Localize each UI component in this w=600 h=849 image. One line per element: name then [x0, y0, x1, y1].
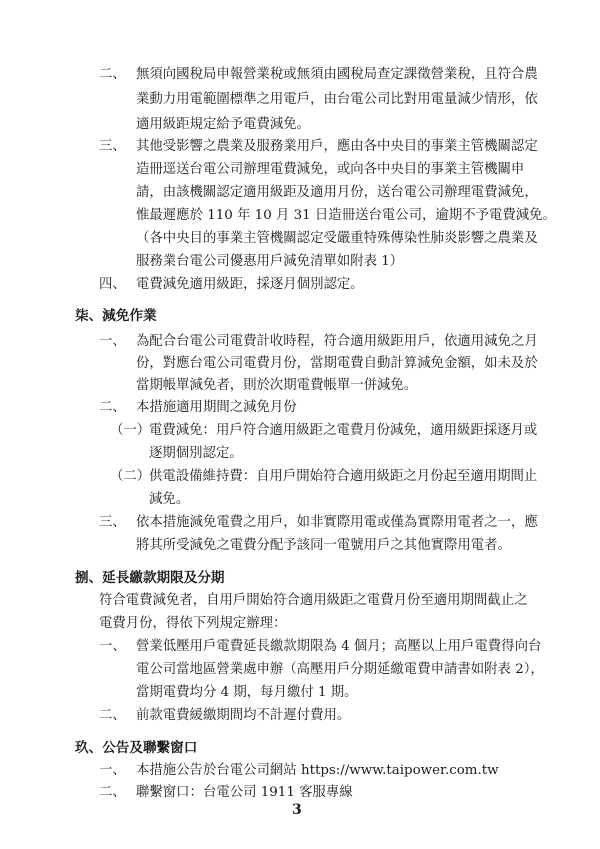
paragraph-line: 份，對應台電公司電費月份，當期電費自動計算減免金額，如未及於: [136, 356, 538, 371]
paragraph-line: 本措施適用期間之減免月份: [136, 400, 297, 415]
list-marker: 一、: [99, 763, 126, 778]
paragraph-line: 電公司當地區營業處申辦（高壓用戶分期延繳電費申請書如附表 2），: [136, 662, 544, 677]
list-marker: （二）: [110, 469, 151, 484]
paragraph-line: 本措施公告於台電公司網站 https://www.taipower.com.tw: [136, 763, 499, 778]
paragraph-line: 為配合台電公司電費計收時程，符合適用級距用戶，依適用減免之月: [136, 334, 538, 349]
paragraph-line: 請，由該機關認定適用級距及適用月份，送台電公司辦理電費減免，: [136, 185, 538, 200]
paragraph-line: 逐期個別認定。: [149, 446, 243, 461]
section-heading: 柒、減免作業: [75, 308, 157, 324]
paragraph-line: 造冊逕送台電公司辦理電費減免，或向各中央目的事業主管機關申: [136, 162, 525, 177]
paragraph-line: 供電設備維持費：自用戶開始符合適用級距之月份起至適用期間止: [149, 469, 538, 484]
list-marker: 四、: [99, 277, 126, 292]
paragraph-line: 其他受影響之農業及服務業用戶，應由各中央目的事業主管機關認定: [136, 139, 538, 154]
section-heading: 捌、延長繳款期限及分期: [75, 570, 225, 586]
paragraph-line: 適用級距規定給予電費減免。: [136, 117, 311, 132]
paragraph-line: 前款電費緩繳期間均不計遲付費用。: [136, 708, 351, 723]
list-marker: 一、: [99, 334, 126, 349]
paragraph-line: 符合電費減免者，自用戶開始符合適用級距之電費月份至適用期間截止之: [99, 593, 528, 608]
paragraph-line: 業動力用電範圍標準之用電戶，由台電公司比對用電量減少情形，依: [136, 92, 538, 107]
paragraph-line: 電費月份，得依下列規定辦理：: [99, 616, 287, 631]
list-marker: 二、: [99, 708, 126, 723]
page-number: 3: [292, 802, 302, 818]
list-marker: 二、: [99, 785, 126, 800]
list-marker: 二、: [99, 400, 126, 415]
paragraph-line: 無須向國稅局申報營業稅或無須由國稅局查定課徵營業稅，且符合農: [136, 67, 538, 82]
paragraph-line: 依本措施減免電費之用戶，如非實際用電或僅為實際用電者之一，應: [136, 515, 538, 530]
list-marker: 三、: [99, 515, 126, 530]
list-marker: 三、: [99, 139, 126, 154]
list-marker: 一、: [99, 639, 126, 654]
list-marker: （一）: [110, 423, 151, 438]
paragraph-line: 電費減免：用戶符合適用級距之電費月份減免，適用級距採逐月或: [149, 423, 538, 438]
paragraph-line: 惟最遲應於 110 年 10 月 31 日造冊送台電公司，逾期不予電費減免。: [136, 208, 556, 223]
paragraph-line: 減免。: [149, 492, 190, 507]
paragraph-line: 將其所受減免之電費分配予該同一電號用戶之其他實際用電者。: [136, 538, 511, 553]
paragraph-line: 電費減免適用級距，採逐月個別認定。: [136, 277, 364, 292]
paragraph-line: 聯繫窗口：台電公司 1911 客服專線: [136, 785, 353, 800]
paragraph-line: 營業低壓用戶電費延長繳款期限為 4 個月；高壓以上用戶電費得向台: [136, 639, 542, 654]
paragraph-line: 當期帳單減免者，則於次期電費帳單一併減免。: [136, 378, 418, 393]
section-heading: 玖、公告及聯繫窗口: [75, 740, 198, 756]
list-marker: 二、: [99, 67, 126, 82]
paragraph-line: 服務業台電公司優惠用戶減免清單如附表 1）: [136, 254, 404, 269]
paragraph-line: 當期電費均分 4 期，每月繳付 1 期。: [136, 685, 358, 700]
paragraph-line: （各中央目的事業主管機關認定受嚴重特殊傳染性肺炎影響之農業及: [136, 231, 538, 246]
